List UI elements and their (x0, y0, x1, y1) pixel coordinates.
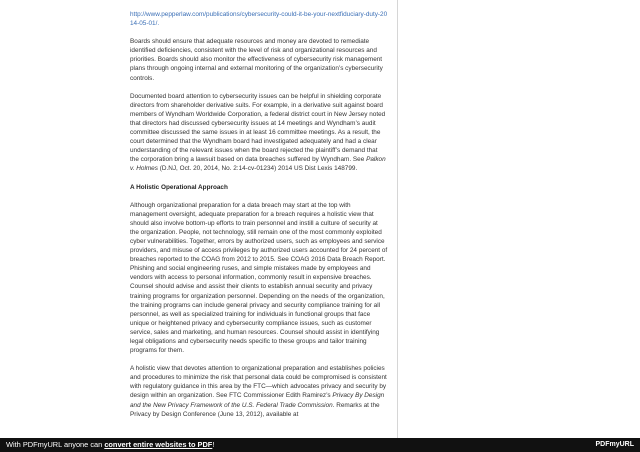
footer-message (6, 438, 214, 452)
pepperlaw-link[interactable]: http://www.pepperlaw.com/publications/cybersecurity-could-it-be-your-nextfiduciary-duty-2014-05-01/. (130, 11, 388, 28)
wyndham-text: Documented board attention to cybersecurity issues can be helpful in shielding corporate directors from shareholder derivative suits. For example, in a derivative suit against board members of Wyndham Worldwide Corporation, a federal district court in New Jersey noted that directors had discussed cybersecurity issues at 14 meetings and Wyndham’s audit committee discussed the same issues in at least 16 committee meetings. As a result, the court determined that the Wyndham board had investigated adequately and had a clear understanding of the relevant issues when the board rejected the plaintiff’s demand that the corporation bring a lawsuit based on data breaches suffered by Wyndham. See (130, 92, 386, 164)
convert-websites-link[interactable]: convert entire websites to PDF (104, 440, 213, 449)
wyndham-paragraph (130, 92, 388, 174)
footer-prefix: With PDFmyURL anyone can (6, 440, 105, 449)
footer-suffix: ! (212, 440, 215, 449)
case-name: Palkon v. Holmes (130, 156, 386, 173)
pdfmyurl-footer-bar (0, 438, 640, 452)
case-citation: (D.NJ, Oct. 20, 2014, No. 2:14-cv-01234) 2014 US Dist Lexis 148799. (157, 165, 358, 173)
page-right-border (397, 0, 398, 438)
ftc-publication-title: Privacy By Design and the New Privacy Framework of the U.S. Federal Trade Commission (130, 392, 385, 409)
reference-paragraph (130, 10, 388, 28)
holistic-paragraph: Although organizational preparation for a data breach may start at the top with management oversight, adequate preparation for a breach requires a holistic view that should also involve bottom-up efforts to train personnel and instill a culture of security at the organization. People, not technology, still remain one of the most commonly exploited cyber vulnerabilities. Together, errors by authorized users, such as employees and service providers, and misuse of access privileges by authorized users accounted for 24 percent of breaches reported to the COAG from 2012 to 2015. See COAG 2016 Data Breach Report. Phishing and social engineering ruses, and simple mistakes made by employees and vendors with access to personal information, commonly result in expensive breaches. Counsel should advise and assist their clients to establish annual security and privacy training programs for organization personnel. Depending on the needs of the organization, the training programs can include general privacy and security compliance training for all personnel, as well as specialized training for individuals in functional groups that face unique or heightened privacy and cybersecurity compliance issues, such as customer service, sales and marketing, and human resources. Counsel should assist in identifying legal obligations and cybersecurity needs specific to these groups and tailor training programs for them. (130, 201, 388, 355)
ftc-paragraph (130, 364, 388, 419)
ftc-text: A holistic view that devotes attention to organizational preparation and establishes policies and procedures to minimize the risk that personal data could be compromised is consistent with regulatory guidance in this area by the FTC—which advocates privacy and security by design within an organization. See FTC Commissioner Edith Ramirez’s (130, 365, 387, 400)
section-heading: A Holistic Operational Approach (130, 183, 228, 191)
ftc-remarks: . Remarks at the Privacy by Design Conference (June 13, 2012), available at (130, 401, 380, 418)
board-resources-paragraph: Boards should ensure that adequate resources and money are devoted to remediate identified deficiencies, consistent with the level of risk and organizational resources and priorities. Boards should also monitor the effectiveness of cybersecurity risk management plans through ongoing internal and external monitoring of the organization’s cybersecurity controls. (130, 38, 383, 82)
pdfmyurl-logo[interactable]: PDFmyURL (595, 441, 634, 448)
article-body (130, 10, 388, 428)
